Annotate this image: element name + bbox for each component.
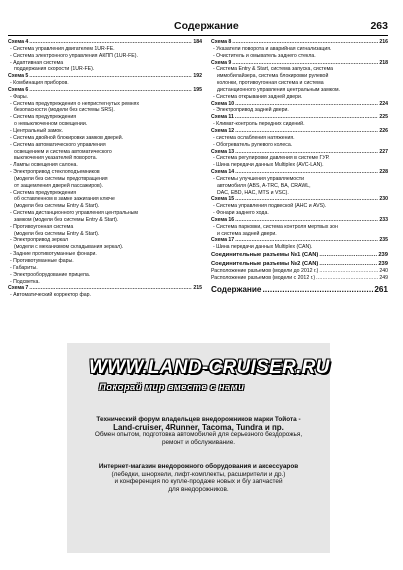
toc-section-entry xyxy=(211,39,388,46)
toc-item: - Система управления двигателем 1UR-FE. xyxy=(10,45,115,52)
toc-item: - Комбинация приборов. xyxy=(10,80,69,87)
toc-item-continuation: (модели без системы Entry & Start). xyxy=(14,203,100,210)
toc-page-number: 226 xyxy=(379,127,388,134)
toc-page-number: 216 xyxy=(379,39,388,45)
toc-item: - Климат-контроль передних сидений. xyxy=(213,121,305,128)
advert-banner xyxy=(67,343,330,553)
toc-section-entry xyxy=(8,87,202,94)
toc-section-title: Схема 16 xyxy=(211,216,235,223)
toc-dot-leader xyxy=(235,128,378,135)
toc-dot-leader xyxy=(262,284,373,296)
toc-section-title: Схема 6 xyxy=(8,86,29,93)
toc-item: - Система управления подвеской (AHC и AVS). xyxy=(213,203,327,210)
toc-section-title: Схема 15 xyxy=(211,196,235,203)
toc-item: - Система регулировки давления в системе ГУР. xyxy=(213,155,330,162)
toc-section-title: Схема 14 xyxy=(211,169,235,176)
toc-item: - Система парковки, система контроля мертвых зон xyxy=(213,223,338,230)
toc-dot-leader xyxy=(319,268,378,275)
toc-section-title: Расположение разъемов (модели с 2012 г.) xyxy=(211,274,316,281)
toc-item-continuation: дистанционного управления центральным замком. xyxy=(217,86,340,93)
toc-item: - Электропривод стеклоподъемников xyxy=(10,169,100,176)
toc-section-title: Схема 17 xyxy=(211,237,235,244)
toc-item: - Габариты. xyxy=(10,264,38,271)
toc-page-number: 195 xyxy=(193,86,202,93)
toc-page-number: 224 xyxy=(379,100,388,107)
toc-item-continuation: замком (модели без системы Entry & Start). xyxy=(14,216,119,223)
toc-item: - Система Entry & Start, система запуска, система xyxy=(213,66,334,73)
forum-logo xyxy=(89,357,330,397)
toc-page-number: 240 xyxy=(379,267,388,274)
toc-section-title: Схема 11 xyxy=(211,114,234,121)
toc-section-title: Схема 7 xyxy=(8,285,29,292)
toc-item: - система ослабления натяжения. xyxy=(213,134,295,141)
page-number: 263 xyxy=(370,20,388,32)
toc-item-continuation: DAC, EBD, HAC, MTS и VSC). xyxy=(217,189,289,196)
shop-description xyxy=(71,463,326,493)
toc-item: - Очиститель и омыватель заднего стекла. xyxy=(213,52,316,59)
toc-section-title: Схема 5 xyxy=(8,73,29,80)
forum-desc-line-4: ремонт и обслуживание. xyxy=(161,438,236,446)
shop-desc-line-2: (лебедки, шнорхели, лифт-комплекты, расширители и др.) xyxy=(111,470,286,478)
forum-desc-line-1: Технический форум владельцев внедорожников марки Тойота - xyxy=(96,416,301,423)
toc-page-number: 249 xyxy=(379,274,388,281)
toc-item: - Система автоматического управления xyxy=(10,141,106,148)
toc-dot-leader xyxy=(29,39,192,46)
toc-page-number: 192 xyxy=(193,73,202,80)
toc-page-number: 261 xyxy=(374,284,388,294)
toc-item-continuation: освещением и система автоматического xyxy=(14,148,112,155)
forum-description xyxy=(71,416,326,446)
toc-page-number: 235 xyxy=(379,237,388,244)
toc-item-continuation: колонки, противоугонная система и система xyxy=(217,80,324,87)
toc-item-continuation: иммобилайзера, система блокировки рулевой xyxy=(217,73,329,80)
toc-item: - Шина передачи данных Multiplex (AVC-LAN). xyxy=(213,162,324,169)
toc-section-entry xyxy=(211,169,388,176)
toc-item: - Автоматический корректор фар. xyxy=(10,292,91,299)
toc-page-number: 218 xyxy=(379,59,388,66)
toc-item: - Шина передачи данных Multiplex (CAN). xyxy=(213,244,313,251)
toc-section-title: Содержание xyxy=(211,284,262,294)
toc-section-entry xyxy=(8,73,202,80)
toc-section-title: Схема 9 xyxy=(211,59,232,66)
toc-item: - Задние противотуманные фонари. xyxy=(10,251,97,258)
toc-section-entry xyxy=(211,128,388,135)
toc-right-column xyxy=(211,39,388,296)
toc-page-number: 239 xyxy=(378,252,388,259)
toc-item-continuation: об оставленном в замке зажигания ключе xyxy=(14,196,115,203)
toc-section-entry xyxy=(211,284,388,296)
toc-item-continuation: и система задней двери. xyxy=(217,230,277,237)
page-title: Содержание xyxy=(174,20,239,32)
toc-dot-leader xyxy=(232,39,378,46)
toc-item-continuation: безопасности (модели без системы SRS). xyxy=(14,107,115,114)
toc-dot-leader xyxy=(29,73,192,80)
toc-item: - Система предупреждения о непристегнутых ремнях xyxy=(10,100,140,107)
toc-section-title: Соединительные разъемы №2 (CAN) xyxy=(211,260,319,267)
toc-item: - Электропривод задней двери. xyxy=(213,107,289,114)
forum-desc-line-2: Land-cruiser, 4Runner, Tacoma, Tundra и пр. xyxy=(113,422,284,432)
toc-item: - Обогреватель рулевого колеса. xyxy=(213,141,293,148)
toc-item: - Адаптивная система xyxy=(10,59,64,66)
forum-desc-line-3: Обмен опытом, подготовка автомобилей для серьезного бездорожья, xyxy=(94,431,303,439)
toc-section-entry xyxy=(211,60,388,67)
toc-page-number: 230 xyxy=(379,196,388,203)
toc-dot-leader xyxy=(235,149,378,156)
toc-item: - Электропривод зеркал xyxy=(10,237,69,244)
toc-section-title: Расположение разъемов (модели до 2012 г.) xyxy=(211,267,319,274)
page-header xyxy=(8,20,388,36)
toc-item: - Фары. xyxy=(10,93,29,100)
toc-section-entry xyxy=(211,260,388,268)
toc-section-entry xyxy=(211,251,388,259)
toc-item-continuation: автомобиля (ABS, A-TRC, BA, CRAWL, xyxy=(217,182,311,189)
toc-section-entry xyxy=(211,275,388,282)
toc-dot-leader xyxy=(316,275,378,282)
toc-section-entry xyxy=(211,237,388,244)
toc-dot-leader xyxy=(319,260,377,268)
toc-item-continuation: поддержания скорости (1UR-FE). xyxy=(14,66,95,73)
toc-item-continuation: (модели без системы предотвращения xyxy=(14,175,108,182)
toc-item: - Система предупреждения xyxy=(10,114,77,121)
toc-item: - Лампы освещения салона. xyxy=(10,162,78,169)
toc-dot-leader xyxy=(235,169,378,176)
toc-item: - Противотуманные фары. xyxy=(10,258,74,264)
toc-item: - Фонари заднего хода. xyxy=(213,210,269,217)
toc-page-number: 215 xyxy=(193,285,202,292)
toc-page-number: 184 xyxy=(193,39,202,45)
toc-section-title: Схема 8 xyxy=(211,39,232,45)
toc-item: - Центральный замок. xyxy=(10,127,63,134)
toc-item: - Система предупреждения xyxy=(10,189,77,196)
toc-left-column xyxy=(8,39,202,299)
toc-item: - Система дистанционного управления центральным xyxy=(10,210,138,217)
toc-section-entry xyxy=(211,268,388,275)
toc-item-continuation: (модели с механизмом складывания зеркал). xyxy=(14,244,124,251)
toc-page-number: 228 xyxy=(379,169,388,176)
toc-item-continuation: выключения указателей поворота. xyxy=(14,155,98,162)
toc-page-number: 227 xyxy=(379,148,388,155)
toc-dot-leader xyxy=(235,237,378,244)
toc-dot-leader xyxy=(232,60,378,67)
toc-page-number: 225 xyxy=(379,114,388,121)
toc-item: - Указатели поворота и аварийная сигнализация. xyxy=(213,45,332,52)
toc-section-title: Схема 4 xyxy=(8,39,29,45)
toc-item: - Подсветка. xyxy=(10,278,40,285)
toc-item: - Системы улучшения управляемости xyxy=(213,175,305,182)
toc-section-entry xyxy=(211,217,388,224)
toc-page-number: 233 xyxy=(379,216,388,223)
toc-item-continuation: (модели без системы Entry & Start). xyxy=(14,230,100,237)
toc-item: - Электрооборудование прицепа. xyxy=(10,271,91,278)
toc-dot-leader xyxy=(235,217,378,224)
toc-item-continuation: от защемления дверей пассажиров). xyxy=(14,182,103,189)
toc-item: - Система двойной блокировки замков дверей. xyxy=(10,134,124,141)
toc-item: - Противоугонная система xyxy=(10,223,74,230)
toc-section-entry xyxy=(8,39,202,46)
toc-page-number: 239 xyxy=(378,260,388,267)
toc-item: - Система открывания задней двери. xyxy=(213,93,303,100)
toc-section-title: Схема 13 xyxy=(211,148,235,155)
toc-dot-leader xyxy=(29,87,192,94)
toc-section-title: Схема 10 xyxy=(211,100,235,107)
toc-section-title: Соединительные разъемы №1 (CAN) xyxy=(211,252,319,259)
toc-dot-leader xyxy=(319,251,377,259)
logo-slogan: Покорай мир вместе с нами xyxy=(99,382,245,393)
toc-section-entry xyxy=(211,149,388,156)
toc-item-continuation: о невыключенном освещении. xyxy=(14,121,88,128)
shop-desc-line-4: для внедорожников. xyxy=(168,485,229,493)
toc-section-title: Схема 12 xyxy=(211,127,235,134)
shop-desc-line-1: Интернет-магазин внедорожного оборудования и аксессуаров xyxy=(98,463,299,470)
toc-item: - Система электронного управления АКПП (1UR-FE). xyxy=(10,52,138,59)
shop-desc-line-3: и конференция по купле-продаже новых и б/у запчастей xyxy=(114,478,283,486)
logo-text: WWW.LAND-CRUISER.RU xyxy=(89,357,330,378)
